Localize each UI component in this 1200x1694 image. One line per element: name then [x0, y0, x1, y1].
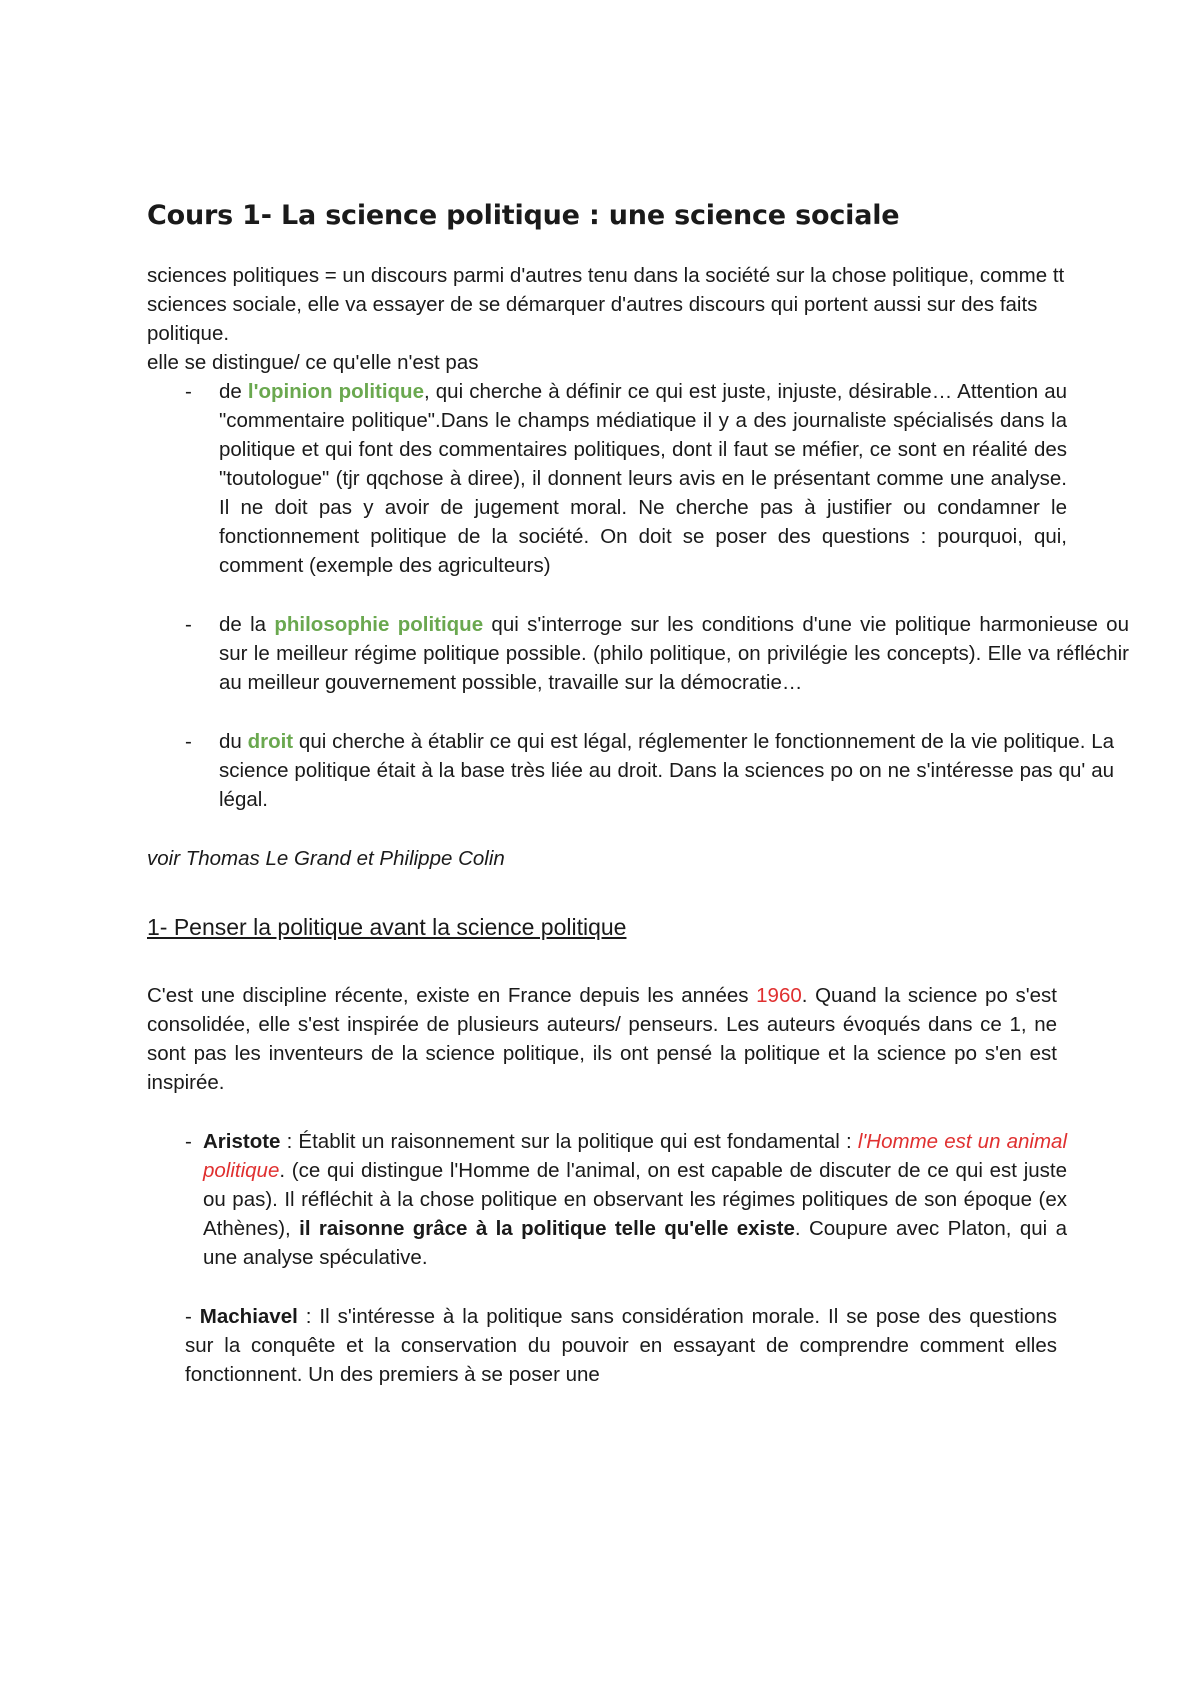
- reference-note: voir Thomas Le Grand et Philippe Colin: [147, 847, 505, 870]
- author-name: Aristote: [203, 1130, 281, 1153]
- term-philosophie: philosophie politique: [274, 613, 484, 636]
- aristote-quote: l'Homme est un animal politique: [203, 1130, 1068, 1182]
- distinction-list: [147, 377, 1067, 580]
- distinction-list-2: [147, 610, 1129, 697]
- list-item-aristote: - Aristote : Établit un raisonnement sur la politique qui est fondamental : l'Homme est un animal politique. (ce qui distingue l'Homme de l'animal, on est capable de discuter de ce qui est juste ou pas). Il réfléchit à la chose politique en observant les régimes politiques de son époque (ex Athènes), il raisonne grâce à la politique telle qu'elle existe. Coupure avec Platon, qui a une analyse spéculative.: [147, 1127, 1067, 1272]
- dash-bullet: -: [185, 1130, 192, 1153]
- author-name: Machiavel: [199, 1305, 298, 1328]
- list-item-droit: - du droit qui cherche à établir ce qui est légal, réglementer le fonctionnement de la vie politique. La science politique était à la base très liée au droit. Dans la sciences po on ne s'intéresse pas qu' au légal.: [147, 727, 1114, 814]
- term-opinion: l'opinion politique: [247, 380, 424, 403]
- dash-bullet: -: [185, 380, 192, 403]
- page-title: Cours 1- La science politique : une science sociale: [147, 200, 900, 231]
- distinction-list-3: [147, 727, 1114, 814]
- authors-list: [147, 1127, 1067, 1272]
- intro-subtitle: elle se distingue/ ce qu'elle n'est pas: [147, 351, 479, 374]
- document-page: [147, 200, 1129, 1389]
- intro-paragraph: sciences politiques = un discours parmi d'autres tenu dans la société sur la chose politique, comme tt sciences sociale, elle va essayer de se démarquer d'autres discours qui portent aussi sur des faits politique.: [147, 264, 1065, 345]
- term-droit: droit: [247, 730, 294, 753]
- intro: [147, 261, 1067, 377]
- year-highlight: 1960: [756, 984, 802, 1007]
- machiavel-paragraph: - Machiavel : Il s'intéresse à la politique sans considération morale. Il se pose des questions sur la conquête et la conservation du pouvoir en essayant de comprendre comment elles fonctionnent. Un des premiers à se poser une: [185, 1305, 1057, 1386]
- aristote-emphasis: il raisonne grâce à la politique telle qu'elle existe: [299, 1217, 795, 1240]
- section-heading: 1- Penser la politique avant la science politique: [147, 914, 627, 940]
- list-item-philosophie: - de la philosophie politique qui s'interroge sur les conditions d'une vie politique harmonieuse ou sur le meilleur régime politique possible. (philo politique, on privilégie les concepts). Elle va réfléchir au meilleur gouvernement possible, travaille sur la démocratie…: [147, 610, 1129, 697]
- section-paragraph: C'est une discipline récente, existe en France depuis les années 1960. Quand la science po s'est consolidée, elle s'est inspirée de plusieurs auteurs/ penseurs. Les auteurs évoqués dans ce 1, ne sont pas les inventeurs de la science politique, ils ont pensé la politique et la science po s'en est inspirée.: [147, 984, 1057, 1094]
- list-item-opinion: - de l'opinion politique, qui cherche à définir ce qui est juste, injuste, désirable… Attention au "commentaire politique".Dans le champs médiatique il y a des journaliste spécialisés dans la politique et qui font des commentaires politiques, dont il faut se méfier, ce sont en réalité des "toutologue" (tjr qqchose à diree), il donnent leurs avis en le présentant comme une analyse. Il ne doit pas y avoir de jugement moral. Ne cherche pas à justifier ou condamner le fonctionnement politique de la société. On doit se poser des questions : pourquoi, qui, comment (exemple des agriculteurs): [147, 377, 1067, 580]
- dash-bullet: -: [185, 730, 192, 753]
- dash-bullet: -: [185, 613, 192, 636]
